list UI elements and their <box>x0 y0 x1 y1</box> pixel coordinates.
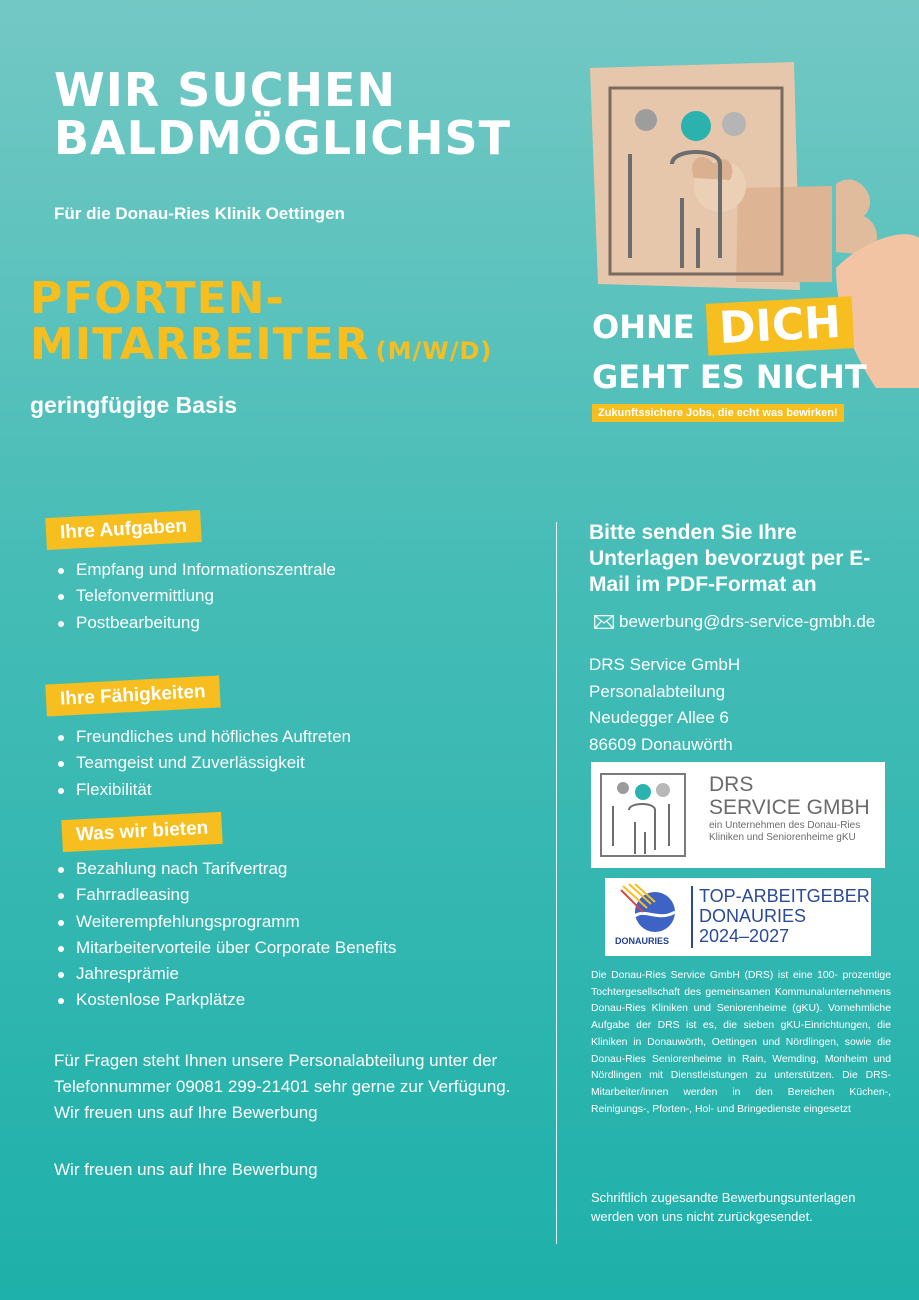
slogan-dich: DICH <box>705 296 854 356</box>
job-title <box>30 273 493 374</box>
badge-line-3: 2024–2027 <box>699 926 790 946</box>
skills-list <box>54 724 351 803</box>
benefits-list <box>54 856 396 1014</box>
drs-logo-line-2: SERVICE GMBH <box>709 796 870 819</box>
employment-basis: geringfügige Basis <box>30 392 238 418</box>
donauries-emblem-icon <box>619 882 683 936</box>
section-label: Was wir bieten <box>61 812 223 852</box>
section-benefits <box>62 816 222 848</box>
tasks-list <box>54 557 336 636</box>
badge-divider <box>691 886 693 948</box>
address-line: Personalabteilung <box>589 681 726 701</box>
slogan-ohne: OHNE <box>592 308 695 346</box>
closing-text: Wir freuen uns auf Ihre Bewerbung <box>54 1160 318 1179</box>
column-divider <box>556 522 557 1244</box>
email-row <box>594 612 875 632</box>
list-item: Empfang und Informationszentrale <box>54 557 336 583</box>
badge-line-1: TOP-ARBEITGEBER <box>699 886 870 906</box>
email-link[interactable]: bewerbung@drs-service-gmbh.de <box>619 612 876 631</box>
headline-line-1: WIR SUCHEN <box>54 63 396 117</box>
address-line: 86609 Donauwörth <box>589 734 733 754</box>
application-heading: Bitte senden Sie Ihre Unterlagen bevorzugt per E-Mail im PDF-Format an <box>589 521 871 596</box>
headline <box>54 63 534 165</box>
address-line: DRS Service GmbH <box>589 655 741 674</box>
list-item: Jahresprämie <box>54 961 396 987</box>
list-item: Weiterempfehlungsprogramm <box>54 909 396 935</box>
postal-address <box>589 652 740 758</box>
slogan-tagline: Zukunftssichere Jobs, die echt was bewirken! <box>592 404 844 422</box>
section-tasks <box>46 514 201 546</box>
drs-logo-line-3: ein Unternehmen des Donau-Ries <box>709 820 861 831</box>
company-description: Die Donau-Ries Service GmbH (DRS) ist eine 100- prozentige Tochtergesellschaft des gemeinsamen Kommunalunternehmens Donau-Ries Kliniken und Seniorenheime (gKU). Vornehmliche Aufgabe der DRS ist es, die sieben gKU-Einrichtungen, die Kliniken in Donauwörth, Oettingen und Nördlingen, sowie die Donau-Ries Seniorenheime in Rain, Wemding, Monheim und Nördlingen mit Dienstleistungen zu unterstützen. Die DRS-Mitarbeiter/innen werden in den Bereichen Küchen-, Reinigungs-, Pforten-, Hol- und Bringedienste eingesetzt <box>591 970 891 1115</box>
slogan-geht-es-nicht: GEHT ES NICHT <box>592 358 867 396</box>
drs-logo-line-1: DRS <box>709 773 754 796</box>
list-item: Mitarbeitervorteile über Corporate Benefits <box>54 935 396 961</box>
list-item: Freundliches und höfliches Auftreten <box>54 724 351 750</box>
emblem-caption: DONAURIES <box>615 936 670 946</box>
job-title-suffix: (M/W/D) <box>375 337 493 365</box>
badge-line-2: DONAURIES <box>699 906 807 926</box>
section-skills <box>46 680 220 712</box>
top-employer-badge <box>605 878 871 956</box>
list-item: Kostenlose Parkplätze <box>54 987 396 1013</box>
clinic-subtitle: Für die Donau-Ries Klinik Oettingen <box>54 204 345 223</box>
return-notice: Schriftlich zugesandte Bewerbungsunterlagen werden von uns nicht zurückgesendet. <box>591 1190 856 1224</box>
drs-logo <box>591 762 885 868</box>
list-item: Telefonvermittlung <box>54 583 336 609</box>
list-item: Teamgeist und Zuverlässigkeit <box>54 750 351 776</box>
job-title-line-1: PFORTEN- <box>30 273 285 324</box>
list-item: Fahrradleasing <box>54 882 396 908</box>
questions-text: Für Fragen steht Ihnen unsere Personalabteilung unter der Telefonnummer 09081 299-21401 sehr gerne zur Verfügung. Wir freuen uns auf Ihre Bewerbung <box>54 1051 511 1122</box>
slogan <box>592 296 892 422</box>
section-label: Ihre Aufgaben <box>45 510 201 550</box>
section-label: Ihre Fähigkeiten <box>45 675 220 716</box>
address-line: Neudegger Allee 6 <box>589 708 729 727</box>
drs-logo-line-4: Kliniken und Seniorenheime gKU <box>709 832 856 843</box>
headline-line-2: BALDMÖGLICHST <box>54 111 511 165</box>
drs-people-icon <box>599 770 699 860</box>
envelope-icon <box>594 615 614 629</box>
list-item: Flexibilität <box>54 777 351 803</box>
list-item: Bezahlung nach Tarifvertrag <box>54 856 396 882</box>
job-title-line-2: MITARBEITER <box>30 319 370 370</box>
list-item: Postbearbeitung <box>54 610 336 636</box>
